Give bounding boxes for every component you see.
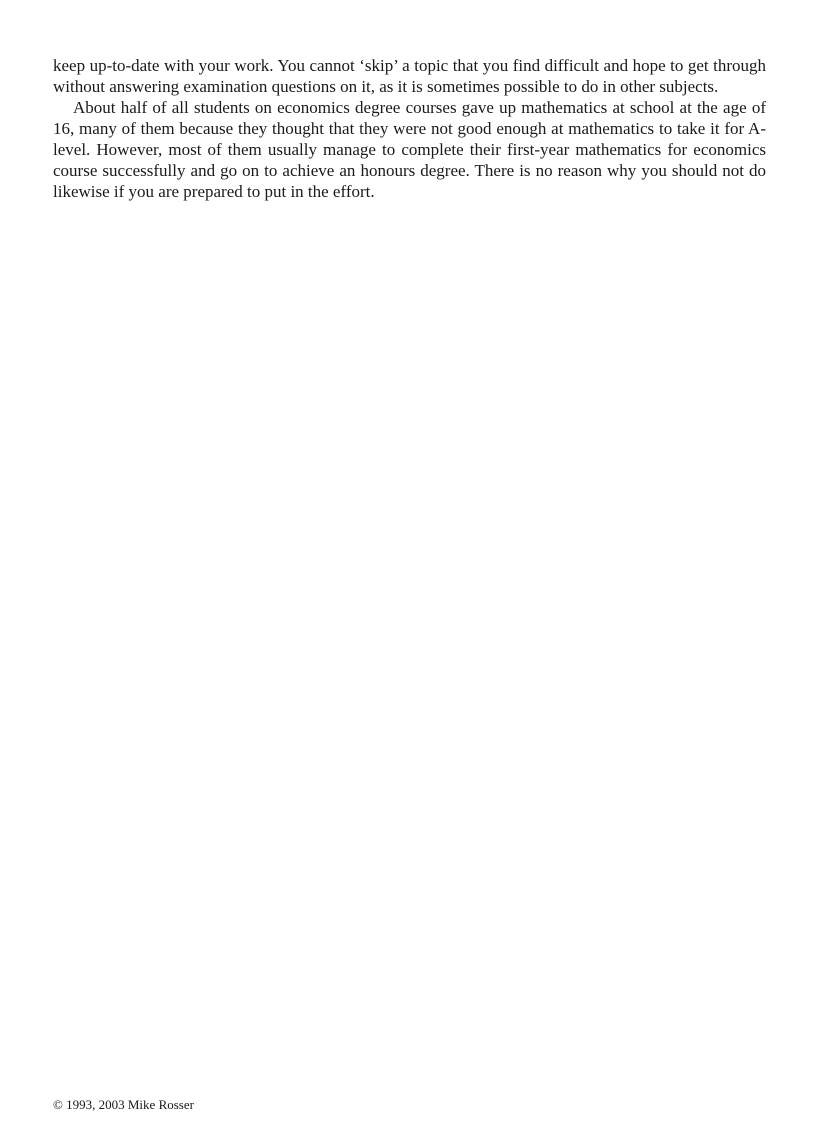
paragraph-students: About half of all students on economics degree courses gave up mathematics at school at the age of 16, many of them because they thought that they were not good enough at mathematics to take it for A-level. However, most of them usually manage to complete their first-year mathematics for economics course successfully and go on to achieve an honours degree. There is no reason why you should not do likewise if you are prepared to put in the effort.	[53, 98, 766, 201]
copyright-footer: © 1993, 2003 Mike Rosser	[53, 1097, 194, 1112]
page-body	[53, 55, 766, 202]
paragraph-continuation: keep up-to-date with your work. You cannot ‘skip’ a topic that you find difficult and hope to get through without answering examination questions on it, as it is sometimes possible to do in other subjects.	[53, 56, 766, 96]
